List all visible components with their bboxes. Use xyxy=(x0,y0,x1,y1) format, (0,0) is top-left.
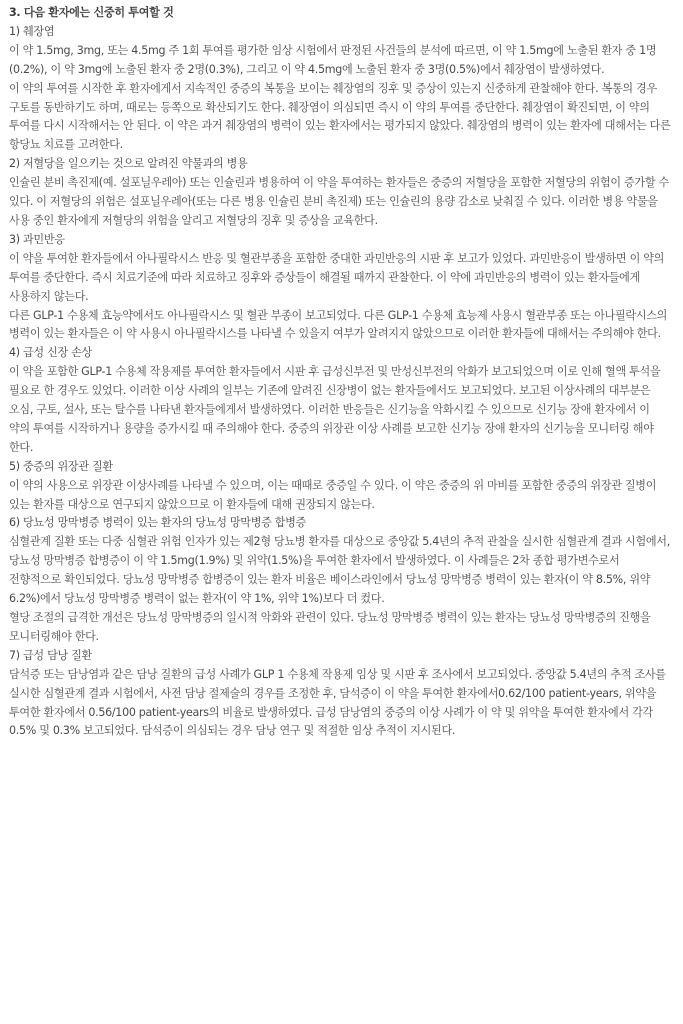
section-heading: 5) 중증의 위장관 질환 xyxy=(9,459,113,473)
section-heading: 1) 췌장염 xyxy=(9,24,55,38)
section-paragraph: 인슐린 분비 촉진제(예. 설포닐우레아) 또는 인슐린과 병용하여 이 약을 투여하는 환자들은 중증의 저혈당을 포함한 저혈당의 위험이 증가할 수 있다. 이 저혈당의 위험은 설포닐우레아(또는 다른 병용 인슐린 분비 촉진제) 또는 인슐린의 용량 감소로 낮춰질 수 있다. 이러한 병용 약물을 사용 중인 환자에게 저혈당의 위험을 알리고 저혈당의 징후 및 증상을 교육한다. xyxy=(9,176,669,227)
section-paragraph: 이 약의 사용으로 위장관 이상사례를 나타낼 수 있으며, 이는 때때로 중증일 수 있다. 이 약은 중증의 위 마비를 포함한 중증의 위장관 질병이 있는 환자를 대상으로 연구되지 않았으므로 이 환자들에 대해 권장되지 않는다. xyxy=(9,478,657,511)
section-heading: 3) 과민반응 xyxy=(9,232,65,246)
section-paragraph: 이 약을 투여한 환자들에서 아나필락시스 반응 및 혈관부종을 포함한 중대한 과민반응의 시판 후 보고가 있었다. 과민반응이 발생하면 이 약의 투여를 중단한다. 즉시 치료기준에 따라 치료하고 징후와 증상들이 해결될 때까지 관찰한다. 이 약에 과민반응의 병력이 있는 환자들에게 사용하지 않는다. xyxy=(9,251,665,303)
section-acute-kidney-injury xyxy=(9,344,673,457)
section-heading: 4) 급성 신장 손상 xyxy=(9,346,92,360)
section-paragraph: 다른 GLP-1 수용체 효능약에서도 아나필락시스 및 혈관 부종이 보고되었다. 다른 GLP-1 수용체 효능제 사용시 혈관부종 또는 아나필락시스의 병력이 있는 환자들은 이 약 사용시 아나필락시스를 나타낼 수 있을지 여부가 알려지지 않았으므로 이러한 환자들에 대해서는 주의해야 한다. xyxy=(9,308,668,341)
section-heading: 6) 당뇨성 망막병증 병력이 있는 환자의 당뇨성 망막병증 합병증 xyxy=(9,516,307,530)
section-paragraph: 담석증 또는 담낭염과 같은 담낭 질환의 급성 사례가 GLP 1 수용체 작용제 임상 및 시판 후 조사에서 보고되었다. 중앙값 5.4년의 추적 조사를 실시한 심혈관계 결과 시험에서, 사전 담낭 절제술의 경우를 조정한 후, 담석증이 이 약을 투여한 환자에서0.62/100 patient-years, 위약을 투여한 환자에서 0.56/100 patient-years의 비율로 발생하였다. 급성 담낭염의 중증의 이상 사례가 이 약 및 위약을 투여한 환자에서 각각 0.5% 및 0.3% 보고되었다. 담석증이 의심되는 경우 담낭 연구 및 적절한 임상 추적이 지시된다. xyxy=(9,667,666,738)
section-heading: 2) 저혈당을 일으키는 것으로 알려진 약물과의 병용 xyxy=(9,157,248,171)
section-gallbladder-disease xyxy=(9,647,673,742)
section-paragraph: 혈당 조절의 급격한 개선은 당뇨성 망막병증의 일시적 악화와 관련이 있다. 당뇨성 망막병증 병력이 있는 환자는 당뇨성 망막병증의 진행을 모니터링해야 한다. xyxy=(9,611,651,643)
document-title: 3. 다음 환자에는 신중히 투여할 것 xyxy=(9,6,174,19)
section-paragraph: 이 약 1.5mg, 3mg, 또는 4.5mg 주 1회 투여를 평가한 임상 시험에서 판정된 사건들의 분석에 따르면, 이 약 1.5mg에 노출된 환자 중 1명(0.2%), 이 약 3mg에 노출된 환자 중 2명(0.3%), 그리고 이 약 4.5mg에 노출된 환자 중 3명(0.5%)에서 췌장염이 발생하였다. xyxy=(9,43,657,76)
section-heading: 7) 급성 담낭 질환 xyxy=(9,648,92,662)
section-paragraph: 심혈관계 질환 또는 다중 심혈관 위험 인자가 있는 제2형 당뇨병 환자를 대상으로 중앙값 5.4년의 추적 관찰을 실시한 심혈관계 결과 시험에서, 당뇨성 망막병증 합병증이 이 약 1.5mg(1.9%) 및 위약(1.5%)을 투여한 환자에서 발생하였다. 이 사례들은 2차 종합 평가변수로서 전향적으로 확인되었다. 당뇨성 망막병증 합병증이 있는 환자 비율은 베이스라인에서 당뇨성 망막병증 병력이 있는 환자(이 약 8.5%, 위약 6.2%)에서 당뇨성 망막병증 병력이 없는 환자(이 약 1%, 위약 1%)보다 더 컸다. xyxy=(9,535,670,606)
section-paragraph: 이 약의 투여를 시작한 후 환자에게서 지속적인 중증의 복통을 보이는 췌장염의 징후 및 증상이 있는지 신중하게 관찰해야 한다. 복통의 경우 구토를 동반하기도 하며, 때로는 등쪽으로 확산되기도 한다. 췌장염이 의심되면 즉시 이 약의 투여를 중단한다. 췌장염이 확진되면, 이 약의 투여를 다시 시작해서는 안 된다. 이 약은 과거 췌장염의 병력이 있는 환자에서는 평가되지 않았다. 췌장염의 병력이 있는 환자에 대해서는 다른 항당뇨 치료를 고려한다. xyxy=(9,81,671,152)
section-diabetic-retinopathy xyxy=(9,514,673,646)
section-hypersensitivity xyxy=(9,231,673,344)
section-gastrointestinal-disease xyxy=(9,458,673,515)
section-hypoglycemia xyxy=(9,155,673,231)
section-paragraph: 이 약을 포함한 GLP-1 수용체 작용제를 투여한 환자들에서 시판 후 급성신부전 및 만성신부전의 악화가 보고되었으며 이로 인해 혈액 투석을 필요로 한 경우도 있었다. 이러한 이상 사례의 일부는 기존에 알려진 신장병이 없는 환자들에서도 보고되었다. 보고된 이상사례의 대부분은 오심, 구토, 설사, 또는 탈수를 나타낸 환자들에게서 발생하였다. 이러한 반응들은 신기능을 악화시킬 수 있으므로 신기능 장애 환자에서 이 약의 투여를 시작하거나 용량을 증가시킬 때 주의해야 한다. 중증의 위장관 이상 사례를 보고한 신기능 장애 환자의 신기능을 모니터링 해야 한다. xyxy=(9,365,661,454)
section-pancreatitis xyxy=(9,23,673,155)
